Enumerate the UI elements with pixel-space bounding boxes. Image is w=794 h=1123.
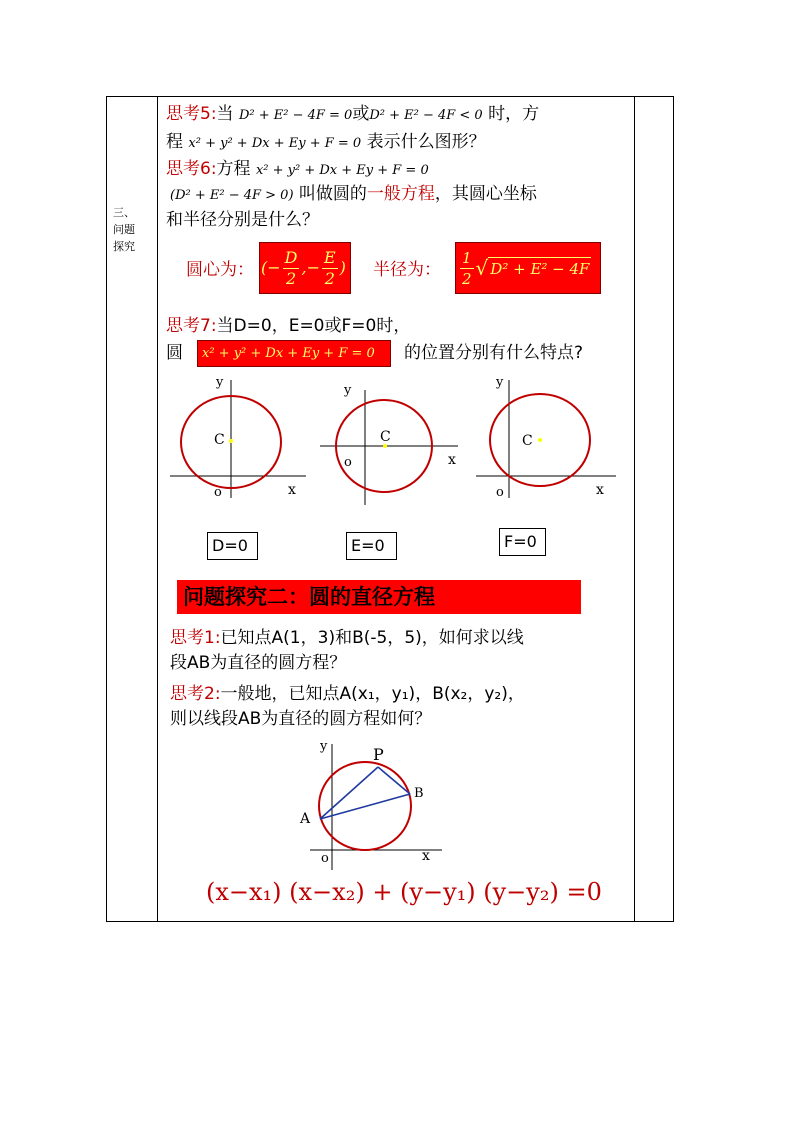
think5-text: 或 — [352, 104, 370, 124]
think5-line2 — [166, 131, 486, 155]
origin-label: o — [496, 485, 504, 500]
center-label: 圆心为： — [186, 260, 254, 280]
think6-highlight: 一般方程 — [366, 184, 435, 204]
think6-text: 方程 — [216, 159, 251, 179]
circle-position-graphs — [160, 370, 630, 505]
column-divider-left — [157, 97, 158, 921]
caption-e-zero: E=0 — [346, 532, 397, 560]
think5-condition-2: D² + E² − 4F < 0 — [369, 108, 483, 123]
y-axis-label: y — [320, 739, 328, 754]
think6-line3: 和半径分别是什么？ — [166, 210, 319, 230]
think7-equation: x² + y² + Dx + Ey + F = 0 — [202, 346, 375, 361]
think7-text: 的位置分别有什么特点? — [404, 343, 584, 363]
y-axis-label: y — [496, 375, 504, 390]
q2-line2: 则以线段AB为直径的圆方程如何？ — [170, 709, 432, 729]
center-formula-denominator: 2 — [285, 268, 297, 288]
y-axis-label: y — [344, 383, 352, 398]
center-point — [229, 439, 233, 443]
q2-line1 — [170, 683, 525, 705]
think6-text: ，其圆心坐标 — [434, 184, 537, 204]
section-label-line: 问题 — [113, 223, 135, 236]
point-b-label: B — [414, 786, 424, 801]
radius-radicand: D² + E² − 4F — [488, 257, 591, 280]
think5-prefix: 思考5: — [166, 104, 217, 124]
point-a-label: A — [300, 811, 311, 827]
section-label — [113, 204, 153, 255]
origin-label: o — [344, 455, 352, 470]
think6-line2 — [170, 183, 537, 207]
center-point — [538, 438, 542, 442]
center-formula — [261, 246, 346, 290]
center-formula-part: (− — [261, 258, 281, 277]
center-formula-part: ,− — [301, 258, 320, 277]
center-label: C — [522, 433, 533, 449]
q1-text: 已知点A(1，3)和B(-5，5)，如何求以线 — [220, 628, 524, 648]
think7-prefix: 思考7: — [166, 316, 217, 336]
think5-line1 — [166, 103, 539, 127]
y-axis-label: y — [216, 375, 224, 390]
think5-text: 当 — [216, 104, 234, 124]
radius-label: 半径为： — [373, 260, 441, 280]
diameter-equation-text: (x−x₁) (x−x₂) + (y−y₁) (y−y₂) =0 — [206, 878, 602, 906]
radius-formula-numerator: 1 — [462, 248, 472, 267]
center-formula-part: ) — [339, 258, 346, 277]
think7-text: 当D=0，E=0或F=0时， — [216, 316, 411, 336]
section-label-line: 探究 — [113, 240, 135, 253]
center-label: C — [214, 432, 225, 448]
diameter-graph — [290, 738, 450, 874]
x-axis-label: x — [448, 452, 456, 468]
think5-equation: x² + y² + Dx + Ey + F = 0 — [188, 136, 362, 151]
think6-text: 叫做圆的 — [293, 184, 367, 204]
think5-text: 表示什么图形？ — [361, 132, 486, 152]
center-formula-numerator: E — [323, 247, 336, 267]
column-divider-right — [634, 97, 635, 921]
q2-text: 一般地，已知点A(x₁，y₁)，B(x₂，y₂)， — [220, 684, 525, 704]
origin-label: o — [321, 851, 329, 866]
caption-f-zero: F=0 — [499, 528, 546, 556]
think7-line2 — [166, 342, 183, 364]
q1-line2: 段AB为直径的圆方程？ — [170, 653, 347, 673]
graph-e-zero — [320, 383, 458, 505]
think6-condition: (D² + E² − 4F > 0) — [170, 188, 294, 203]
caption-d-zero: D=0 — [207, 532, 258, 560]
graph-d-zero — [170, 375, 306, 500]
think6-line1 — [166, 158, 429, 182]
section-label-line: 三、 — [113, 206, 135, 219]
think5-text: 程 — [166, 132, 183, 152]
graph-f-zero — [476, 375, 616, 500]
section-banner: 问题探究二：圆的直径方程 — [177, 580, 581, 614]
origin-label: o — [214, 485, 222, 500]
x-axis-label: x — [288, 482, 296, 498]
x-axis-label: x — [596, 482, 604, 498]
center-formula-denominator: 2 — [324, 268, 335, 288]
sqrt-icon: √ — [475, 256, 489, 280]
think7-text: 圆 — [166, 343, 183, 363]
q1-line1 — [170, 627, 524, 649]
q1-prefix: 思考1: — [170, 628, 221, 648]
q2-prefix: 思考2: — [170, 684, 221, 704]
think5-condition-1: D² + E² − 4F = 0 — [238, 108, 353, 123]
think7-line1 — [166, 315, 410, 337]
think6-equation: x² + y² + Dx + Ey + F = 0 — [255, 163, 429, 178]
think6-prefix: 思考6: — [166, 159, 217, 179]
think5-text: 时，方 — [482, 104, 540, 124]
center-label: C — [380, 429, 391, 445]
diameter-equation — [206, 876, 602, 908]
x-axis-label: x — [422, 848, 430, 864]
radius-formula-denominator: 2 — [462, 269, 472, 288]
radius-formula — [458, 246, 591, 290]
point-p-label: P — [373, 745, 384, 764]
center-formula-numerator: D — [284, 247, 298, 267]
